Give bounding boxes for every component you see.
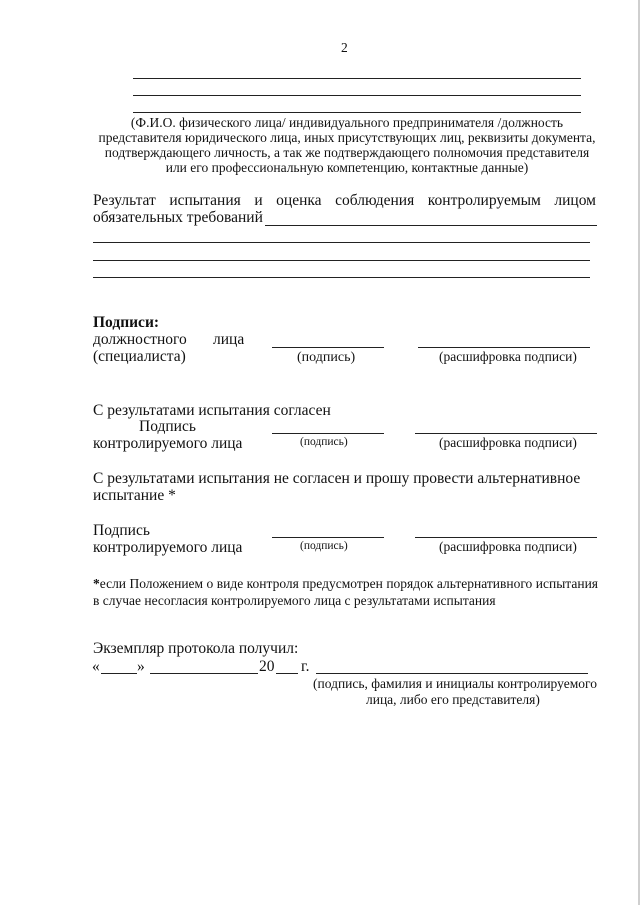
fio-blank-line-1 — [133, 78, 581, 79]
official-decode-caption: (расшифровка подписи) — [439, 349, 577, 364]
official-line-2: (специалиста) — [93, 348, 186, 365]
copy-caption-line-2: лица, либо его представителя) — [366, 692, 540, 707]
disagree-decode-caption: (расшифровка подписи) — [439, 539, 577, 554]
copy-signature-blank — [316, 673, 588, 674]
page-number: 2 — [341, 40, 348, 55]
result-blank-inline — [265, 225, 597, 226]
footnote — [93, 575, 598, 609]
copy-year-blank — [276, 673, 298, 674]
agree-label-1: Подпись — [139, 418, 196, 435]
signatures-heading: Подписи: — [93, 314, 160, 331]
result-blank-line-2 — [93, 260, 590, 261]
disagree-label-1: Подпись — [93, 522, 150, 539]
copy-heading: Экземпляр протокола получил: — [93, 640, 299, 657]
result-line-1: Результат испытания и оценка соблюдения контролируемым лицом — [93, 192, 596, 209]
official-word-2: лица — [213, 331, 245, 348]
disagree-statement-line-1: С результатами испытания не согласен и прошу провести альтернативное — [93, 470, 581, 487]
copy-month-blank — [150, 673, 258, 674]
agree-statement: С результатами испытания согласен — [93, 402, 331, 419]
agree-sign-caption: (подпись) — [300, 436, 348, 448]
agree-sign-line — [272, 433, 384, 434]
disagree-sign-caption: (подпись) — [300, 540, 348, 552]
disagree-label-2: контролируемого лица — [93, 539, 243, 556]
official-word-1: должностного — [93, 331, 187, 348]
copy-year-suffix: г. — [301, 658, 310, 675]
copy-close-quote: » — [137, 658, 145, 675]
fio-note: (Ф.И.О. физического лица/ индивидуального предпринимателя /должность представителя юридического лица, иных присутствующих лиц, реквизиты документа, подтверждающего личность, а так же подтверждающего полномочия представителя или его профессиональную компетенцию, контактные данные) — [98, 115, 596, 175]
disagree-sign-line — [272, 537, 384, 538]
footnote-star: * — [93, 576, 100, 591]
fio-blank-line-3 — [133, 112, 581, 113]
official-sign-line — [272, 347, 384, 348]
official-decode-line — [418, 347, 590, 348]
result-blank-line-1 — [93, 242, 590, 243]
agree-decode-caption: (расшифровка подписи) — [439, 435, 577, 450]
disagree-decode-line — [415, 537, 597, 538]
copy-day-blank — [101, 673, 137, 674]
fio-blank-line-2 — [133, 95, 581, 96]
copy-year-prefix: 20 — [259, 658, 275, 675]
footnote-text: если Положением о виде контроля предусмотрен порядок альтернативного испытания в случае несогласия контролируемого лица с результатами испытания — [93, 576, 598, 608]
result-blank-line-3 — [93, 277, 590, 278]
agree-label-2: контролируемого лица — [93, 435, 243, 452]
agree-decode-line — [415, 433, 597, 434]
result-line-2: обязательных требований — [93, 209, 263, 226]
disagree-statement-line-2: испытание * — [93, 487, 176, 504]
copy-open-quote: « — [92, 658, 100, 675]
copy-caption-line-1: (подпись, фамилия и инициалы контролируемого — [313, 676, 597, 691]
official-sign-caption: (подпись) — [297, 350, 356, 365]
